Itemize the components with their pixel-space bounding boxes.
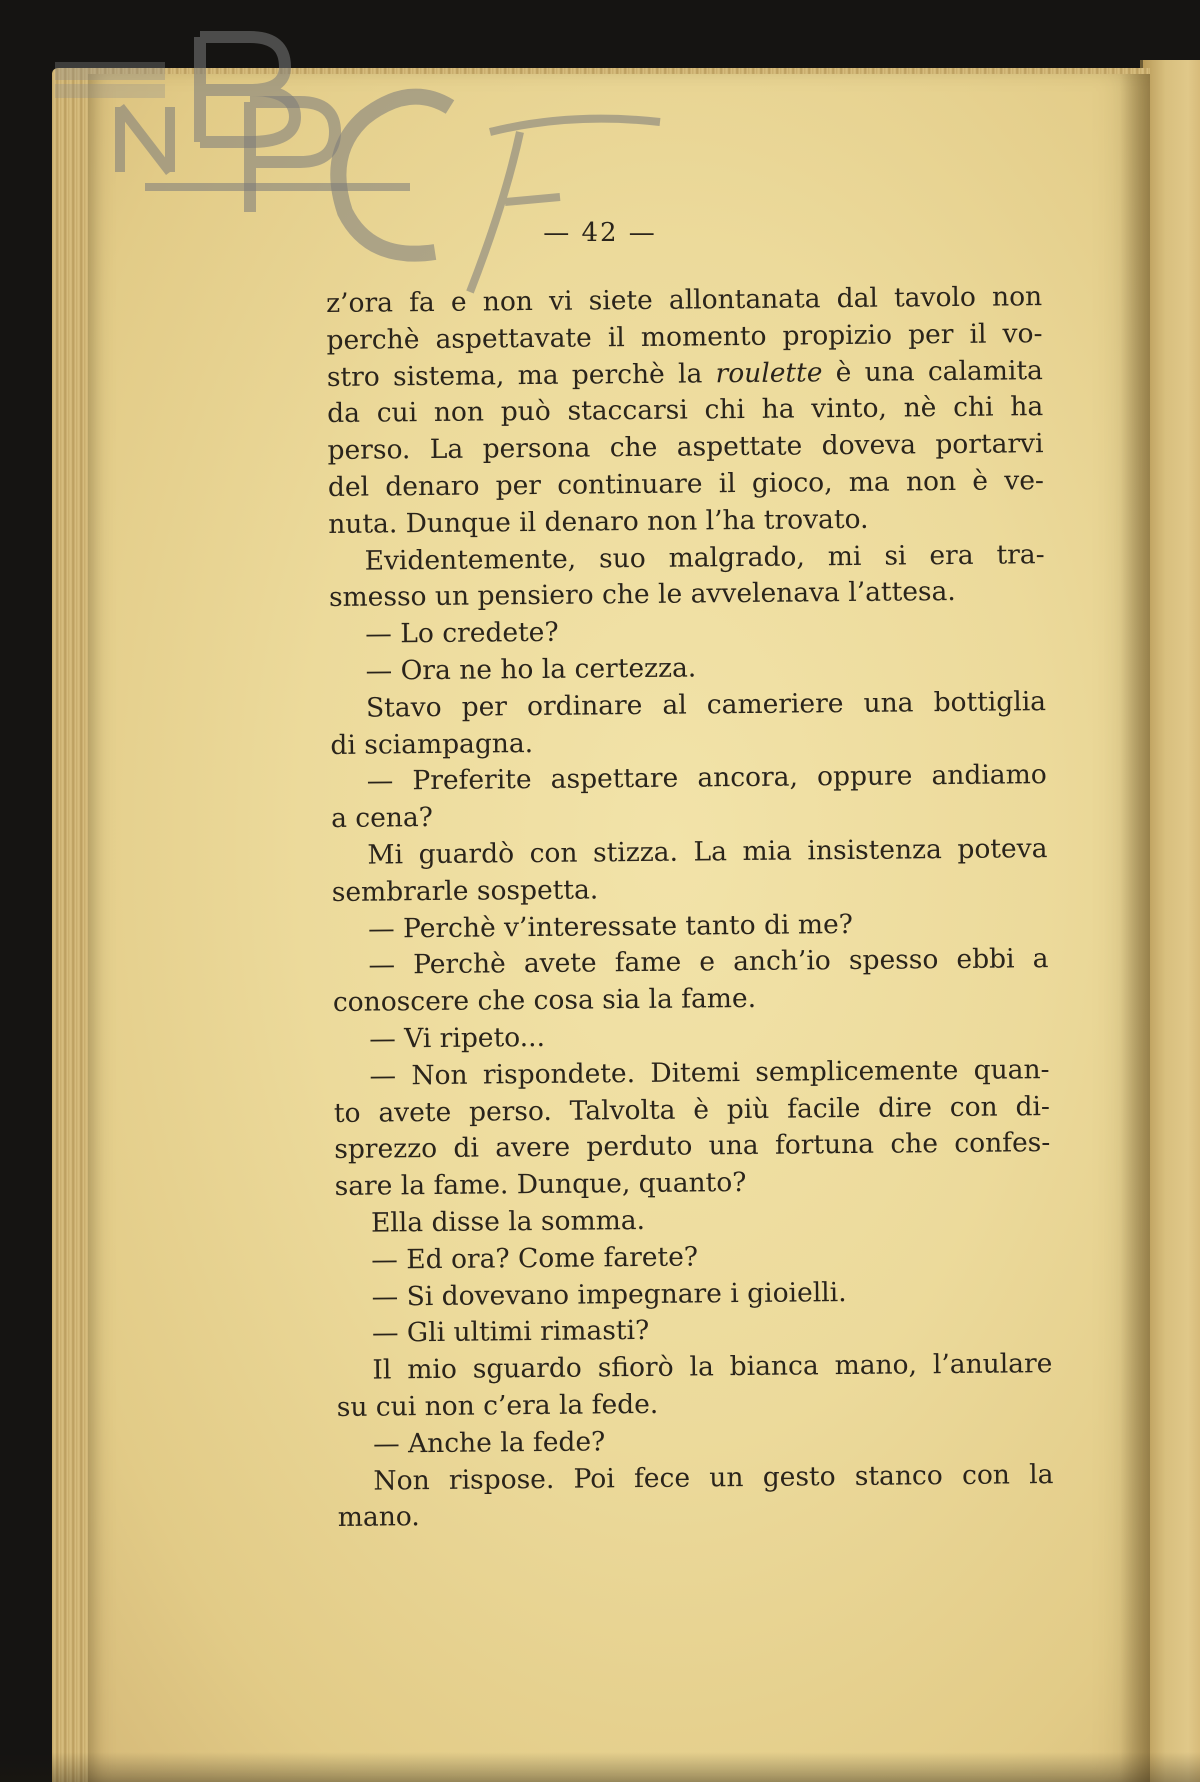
text-line: perso. La persona che aspettate doveva portarvi bbox=[327, 428, 1044, 467]
text-line: — Vi ripeto... bbox=[369, 1021, 546, 1055]
text-line: — Preferite aspettare ancora, oppure andiamo bbox=[366, 759, 1047, 797]
text-run: stro sistema, ma perchè la bbox=[326, 357, 703, 393]
text-line: smesso un pensiero che le avvelenava l’attesa. bbox=[328, 576, 956, 614]
text-line: — Non rispondete. Ditemi semplicemente quan- bbox=[369, 1053, 1050, 1092]
text-line: conoscere che cosa sia la fame. bbox=[332, 983, 757, 1019]
text-line: — Gli ultimi rimasti? bbox=[371, 1315, 650, 1349]
text-line: z’ora fa e non vi siete allontanata dal tavolo non bbox=[326, 281, 1043, 319]
text-line: su cui non c’era la fede. bbox=[336, 1388, 659, 1423]
text-line: Ella disse la somma. bbox=[370, 1204, 646, 1239]
text-line: da cui non può staccarsi chi ha vinto, nè chi ha bbox=[327, 391, 1044, 430]
text-line: Mi guardò con stizza. La mia insistenza poteva bbox=[367, 833, 1048, 871]
text-line: sprezzo di avere perduto una fortuna che confes- bbox=[334, 1127, 1051, 1166]
text-line: del denaro per continuare il gioco, ma non è ve- bbox=[327, 465, 1045, 503]
text-line: — Si dovevano impegnare i gioielli. bbox=[371, 1276, 847, 1313]
text-line: sembrarle sospetta. bbox=[331, 874, 599, 908]
page-number: — 42 — bbox=[543, 218, 657, 248]
text-line: Evidentemente, suo malgrado, mi si era tra- bbox=[364, 538, 1045, 577]
italic-word: roulette bbox=[715, 356, 823, 389]
text-line: a cena? bbox=[330, 802, 434, 835]
text-line: mano. bbox=[337, 1501, 420, 1534]
text-line: to avete perso. Talvolta è più facile dire con di- bbox=[333, 1090, 1051, 1129]
text-line: Non rispose. Poi fece un gesto stanco con la bbox=[373, 1458, 1054, 1497]
text-line: — Ora ne ho la certezza. bbox=[365, 652, 697, 687]
text-line: sare la fame. Dunque, quanto? bbox=[334, 1167, 747, 1203]
text-line: — Perchè avete fame e anch’io spesso ebbi a bbox=[368, 943, 1049, 981]
text-line: — Perchè v’interessate tanto di me? bbox=[368, 908, 854, 945]
text-line: — Anche la fede? bbox=[372, 1426, 606, 1460]
text-line: perchè aspettavate il momento propizio per il vo- bbox=[326, 317, 1043, 356]
text-run: è una calamita bbox=[835, 354, 1043, 388]
text-line: nuta. Dunque il denaro non l’ha trovato. bbox=[328, 503, 869, 540]
text-line: Stavo per ordinare al cameriere una bottiglia bbox=[365, 685, 1047, 724]
text-line: Il mio sguardo sfiorò la bianca mano, l’anulare bbox=[372, 1348, 1053, 1386]
body-text bbox=[326, 279, 1054, 1537]
text-line: di sciampagna. bbox=[330, 727, 534, 761]
text-line: — Lo credete? bbox=[365, 616, 559, 650]
bottom-shadow bbox=[0, 1752, 1200, 1782]
text-line: — Ed ora? Come farete? bbox=[371, 1241, 699, 1276]
